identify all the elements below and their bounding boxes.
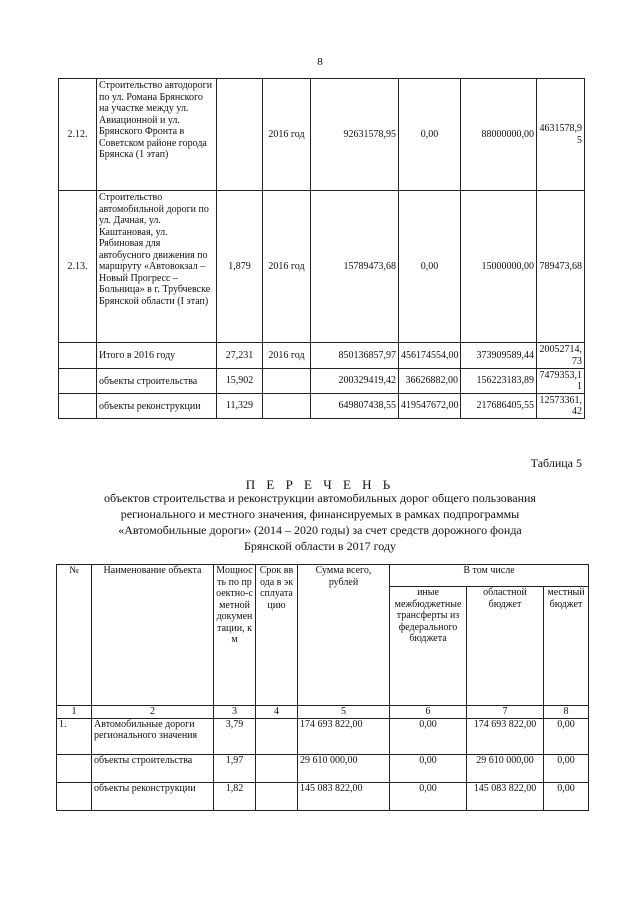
- total-cell: 29 610 000,00: [298, 754, 390, 782]
- header-total: Сумма всего, рублей: [298, 565, 390, 706]
- term-cell: [256, 754, 298, 782]
- subtitle-line: «Автомобильные дороги» (2014 – 2020 годы) за счет средств дорожного фонда: [118, 523, 522, 537]
- local-cell: 12573361,42: [537, 394, 585, 419]
- table-row: [57, 782, 589, 810]
- capacity-cell: 1,879: [217, 191, 263, 343]
- row-number: [59, 343, 97, 369]
- column-number: 5: [298, 706, 390, 719]
- row-number: [57, 782, 92, 810]
- object-name: объекты реконструкции: [92, 782, 214, 810]
- term-cell: [256, 718, 298, 754]
- object-name: объекты строительства: [92, 754, 214, 782]
- table-caption: Таблица 5: [530, 456, 582, 470]
- column-number: 2: [92, 706, 214, 719]
- header-row: [57, 565, 589, 587]
- regional-cell: 145 083 822,00: [467, 782, 544, 810]
- local-cell: 4631578,95: [537, 79, 585, 191]
- total-cell: 174 693 822,00: [298, 718, 390, 754]
- capacity-cell: [217, 79, 263, 191]
- local-cell: 7479353,11: [537, 369, 585, 394]
- capacity-cell: 1,82: [214, 782, 256, 810]
- federal-cell: 456174554,00: [399, 343, 461, 369]
- regional-cell: 373909589,44: [461, 343, 537, 369]
- subtitle-line: регионального и местного значения, финансируемых в рамках подпрограммы: [120, 507, 520, 521]
- federal-cell: 0,00: [399, 79, 461, 191]
- subtitle-line: объектов строительства и реконструкции автомобильных дорог общего пользования: [104, 491, 536, 505]
- year-cell: 2016 год: [263, 191, 311, 343]
- term-cell: [256, 782, 298, 810]
- list-subtitle: [0, 490, 640, 554]
- regional-cell: 156223183,89: [461, 369, 537, 394]
- regional-cell: 29 610 000,00: [467, 754, 544, 782]
- table-row: [59, 394, 585, 419]
- object-name: Строительство автодороги по ул. Романа Брянского на участке между ул. Авиационной и ул. Брянского Фронта в Советском районе города Брянска (1 этап): [97, 79, 217, 191]
- capacity-cell: 11,329: [217, 394, 263, 419]
- column-number: 8: [544, 706, 589, 719]
- year-cell: 2016 год: [263, 343, 311, 369]
- federal-cell: 0,00: [399, 191, 461, 343]
- year-cell: 2016 год: [263, 79, 311, 191]
- header-capacity: Мощность по проектно-сметной документации, км: [214, 565, 256, 706]
- object-name: объекты строительства: [97, 369, 217, 394]
- federal-cell: 0,00: [390, 754, 467, 782]
- total-cell: 92631578,95: [311, 79, 399, 191]
- row-number: 2.13.: [59, 191, 97, 343]
- header-name: Наименование объекта: [92, 565, 214, 706]
- header-num: №: [57, 565, 92, 706]
- total-cell: 145 083 822,00: [298, 782, 390, 810]
- continued-table: [58, 78, 585, 419]
- year-cell: [263, 369, 311, 394]
- federal-cell: 36626882,00: [399, 369, 461, 394]
- capacity-cell: 1,97: [214, 754, 256, 782]
- federal-cell: 0,00: [390, 782, 467, 810]
- column-number: 7: [467, 706, 544, 719]
- total-cell: 200329419,42: [311, 369, 399, 394]
- total-cell: 649807438,55: [311, 394, 399, 419]
- table-row: [59, 369, 585, 394]
- column-number: 1: [57, 706, 92, 719]
- header-federal: иные межбюджетные трансферты из федерального бюджета: [390, 587, 467, 706]
- list-title: П Е Р Е Ч Е Н Ь: [245, 477, 395, 492]
- year-cell: [263, 394, 311, 419]
- table-row: [57, 718, 589, 754]
- local-cell: 0,00: [544, 754, 589, 782]
- total-cell: 15789473,68: [311, 191, 399, 343]
- column-number: 3: [214, 706, 256, 719]
- regional-cell: 88000000,00: [461, 79, 537, 191]
- table-row: [59, 343, 585, 369]
- page-number: 8: [317, 56, 323, 68]
- header-including: В том числе: [390, 565, 589, 587]
- row-number: [59, 394, 97, 419]
- regional-cell: 15000000,00: [461, 191, 537, 343]
- column-number-row: [57, 706, 589, 719]
- table-row: [59, 79, 585, 191]
- table-row: [59, 191, 585, 343]
- row-number: [59, 369, 97, 394]
- total-cell: 850136857,97: [311, 343, 399, 369]
- object-name: Итого в 2016 году: [97, 343, 217, 369]
- object-name: Строительство автомобильной дороги по ул. Дачная, ул. Каштановая, ул. Рябиновая для автобусного движения по маршруту «Автовокзал – Новый Прогресс – Больница» в г. Трубчевске Брянской области (I этап): [97, 191, 217, 343]
- local-cell: 0,00: [544, 782, 589, 810]
- federal-cell: 0,00: [390, 718, 467, 754]
- column-number: 4: [256, 706, 298, 719]
- subtitle-line: Брянской области в 2017 году: [244, 539, 396, 553]
- header-term: Срок ввода в эксплуатацию: [256, 565, 298, 706]
- regional-cell: 174 693 822,00: [467, 718, 544, 754]
- local-cell: 0,00: [544, 718, 589, 754]
- object-name: Автомобильные дороги регионального значения: [92, 718, 214, 754]
- row-number: 1.: [57, 718, 92, 754]
- row-number: [57, 754, 92, 782]
- federal-cell: 419547672,00: [399, 394, 461, 419]
- capacity-cell: 15,902: [217, 369, 263, 394]
- object-name: объекты реконструкции: [97, 394, 217, 419]
- row-number: 2.12.: [59, 79, 97, 191]
- header-local: местный бюджет: [544, 587, 589, 706]
- regional-cell: 217686405,55: [461, 394, 537, 419]
- table-5: [56, 564, 589, 811]
- column-number: 6: [390, 706, 467, 719]
- table-row: [57, 754, 589, 782]
- local-cell: 789473,68: [537, 191, 585, 343]
- capacity-cell: 3,79: [214, 718, 256, 754]
- header-regional: областной бюджет: [467, 587, 544, 706]
- capacity-cell: 27,231: [217, 343, 263, 369]
- local-cell: 20052714,73: [537, 343, 585, 369]
